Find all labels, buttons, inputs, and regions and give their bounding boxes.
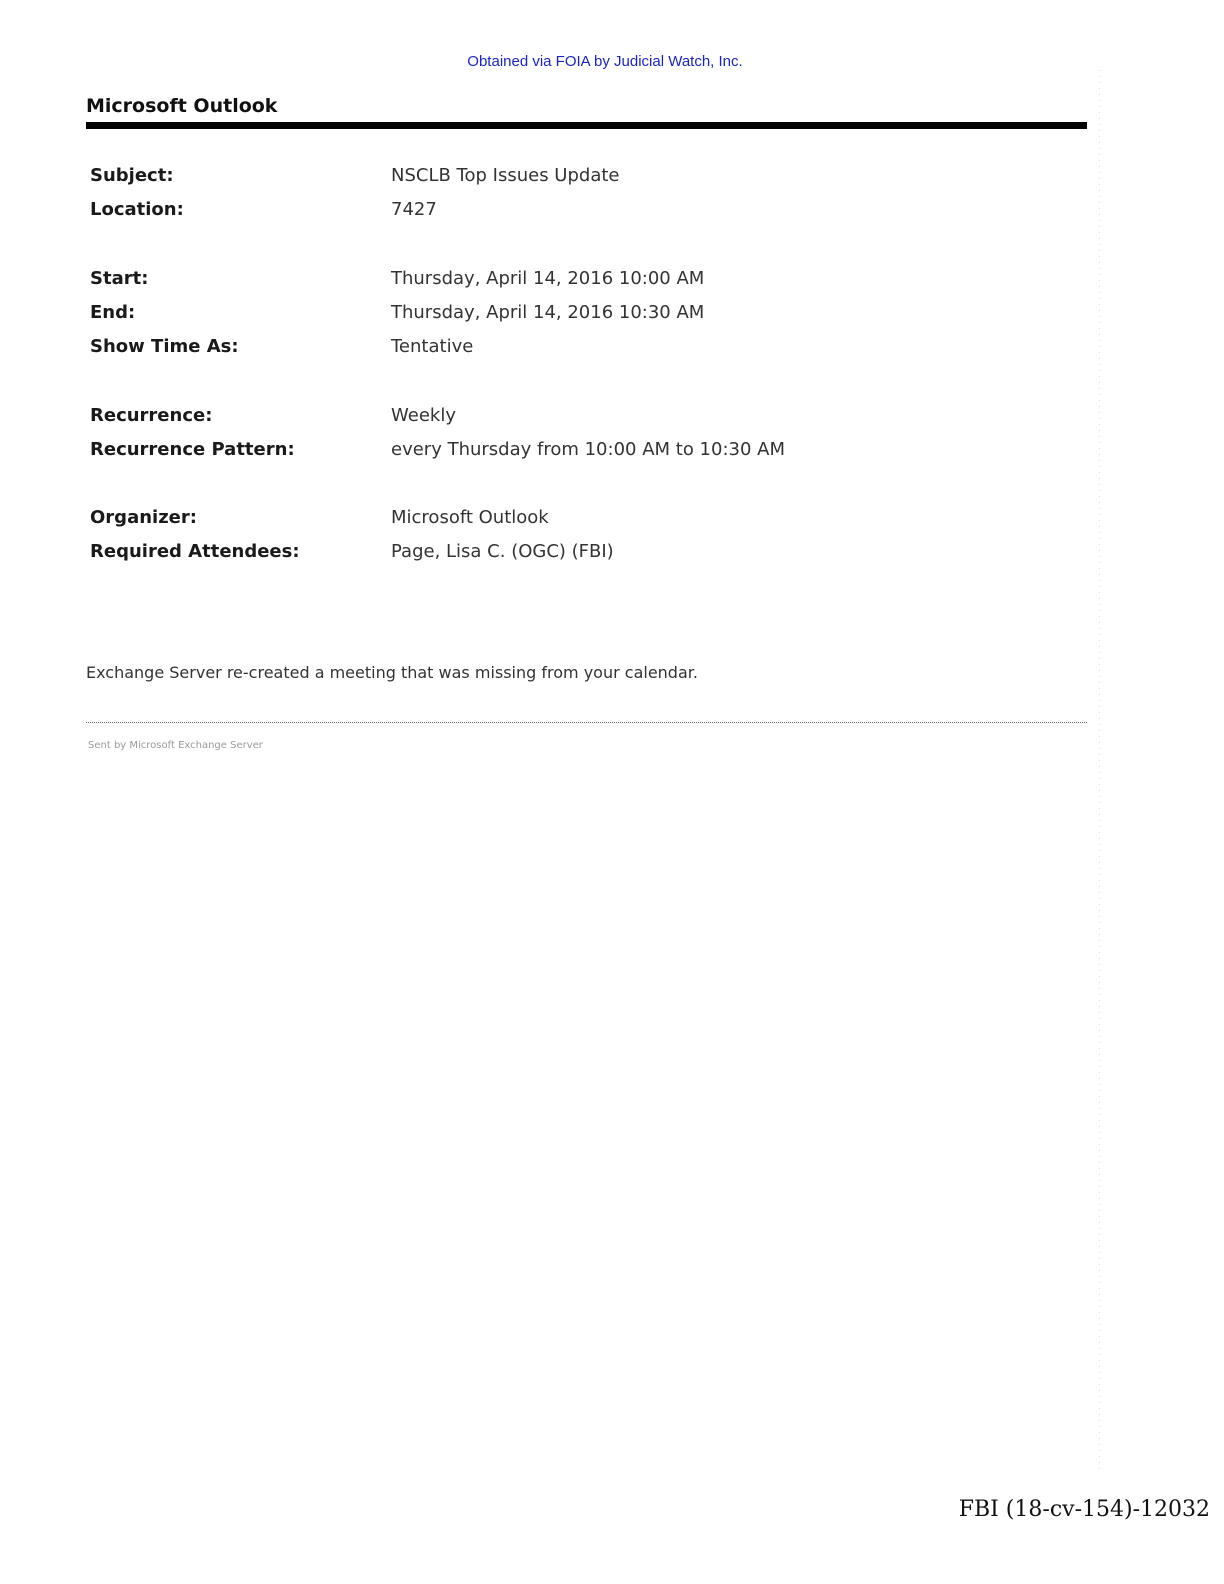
foia-watermark: Obtained via FOIA by Judicial Watch, Inc.: [467, 53, 743, 70]
field-subject: [90, 165, 990, 195]
field-organizer: [90, 507, 990, 537]
field-recurrence-pattern: [90, 439, 990, 469]
scan-edge-marks: [1099, 70, 1105, 1470]
field-label: Recurrence Pattern:: [90, 439, 295, 460]
app-title: Microsoft Outlook: [86, 95, 278, 117]
field-label: Recurrence:: [90, 405, 213, 426]
field-recurrence: [90, 405, 990, 435]
footer-divider: [86, 722, 1087, 723]
field-label: Show Time As:: [90, 336, 239, 357]
field-value: Tentative: [391, 336, 474, 357]
field-required-attendees: [90, 541, 990, 571]
field-show-time-as: [90, 336, 990, 366]
field-value: Microsoft Outlook: [391, 507, 549, 528]
field-value: Weekly: [391, 405, 456, 426]
field-value: 7427: [391, 199, 437, 220]
field-value: Page, Lisa C. (OGC) (FBI): [391, 541, 614, 562]
field-start: [90, 268, 990, 298]
message-body: Exchange Server re-created a meeting that was missing from your calendar.: [86, 663, 698, 682]
field-value: NSCLB Top Issues Update: [391, 165, 620, 186]
field-label: Subject:: [90, 165, 174, 186]
field-label: End:: [90, 302, 136, 323]
field-label: Location:: [90, 199, 184, 220]
field-label: Organizer:: [90, 507, 197, 528]
field-value: Thursday, April 14, 2016 10:00 AM: [391, 268, 705, 289]
footer-note: Sent by Microsoft Exchange Server: [88, 740, 263, 751]
bates-number: FBI (18-cv-154)-12032: [958, 1497, 1210, 1522]
field-label: Start:: [90, 268, 149, 289]
field-label: Required Attendees:: [90, 541, 300, 562]
field-end: [90, 302, 990, 332]
title-divider: [86, 122, 1087, 129]
field-value: every Thursday from 10:00 AM to 10:30 AM: [391, 439, 785, 460]
field-value: Thursday, April 14, 2016 10:30 AM: [391, 302, 705, 323]
field-location: [90, 199, 990, 229]
